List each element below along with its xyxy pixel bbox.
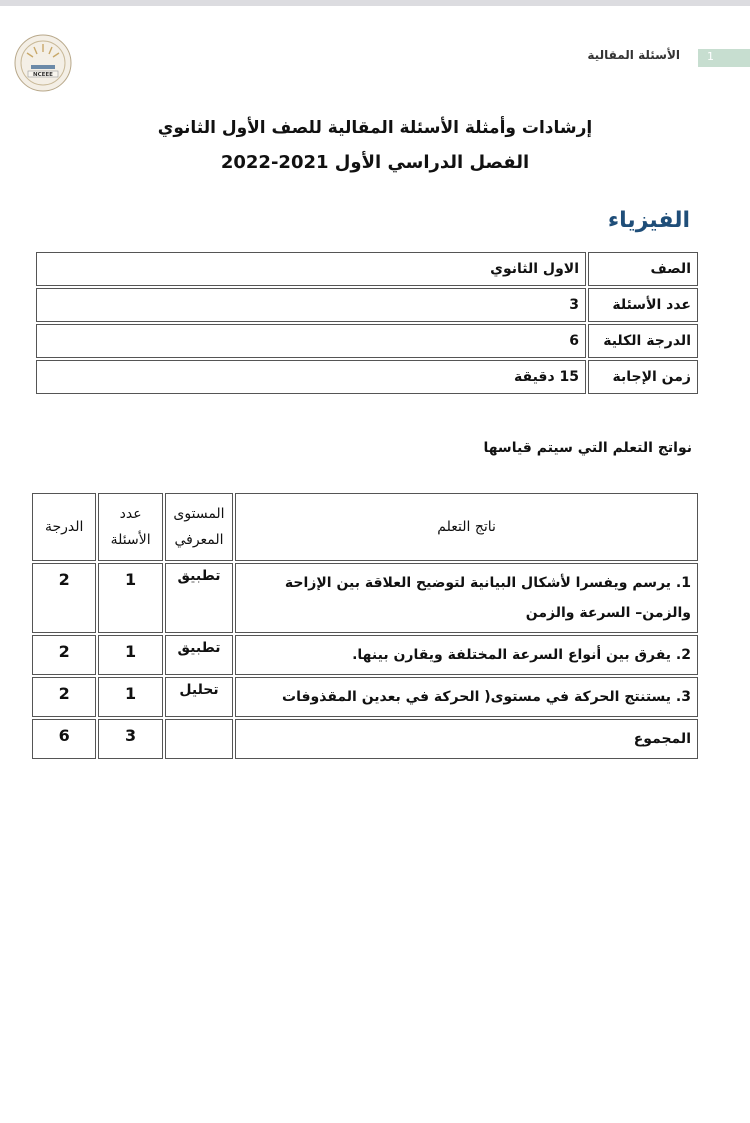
info-label: الصف — [588, 252, 698, 286]
col-header-level: المستوى المعرفي — [165, 493, 233, 561]
info-row — [36, 288, 698, 322]
document-title: إرشادات وأمثلة الأسئلة المقالية للصف الأول الثانوي — [157, 118, 593, 138]
outcome-cell: 2. يفرق بين أنواع السرعة المختلفة ويقارن بينها. — [235, 635, 698, 675]
svg-text:NCEEE: NCEEE — [33, 72, 53, 78]
count-cell: 1 — [98, 563, 162, 633]
page-top-edge — [0, 0, 750, 6]
page-number: 1 — [707, 50, 714, 63]
table-row — [32, 563, 698, 633]
info-row — [36, 360, 698, 394]
outcome-cell: 1. يرسم ويفسرا لأشكال البيانية لتوضيح العلاقة بين الإزاحة والزمن– السرعة والزمن — [235, 563, 698, 633]
level-cell: تحليل — [165, 677, 233, 717]
outcomes-heading: نواتج التعلم التي سيتم قياسها — [483, 440, 692, 456]
grade-cell: 2 — [32, 635, 96, 675]
page-number-bar — [698, 49, 750, 67]
total-level-empty — [165, 719, 233, 759]
info-label: الدرجة الكلية — [588, 324, 698, 358]
table-row — [32, 677, 698, 717]
table-row — [32, 635, 698, 675]
subject-heading: الفيزياء — [607, 208, 690, 233]
col-header-outcome: ناتج التعلم — [235, 493, 698, 561]
table-header-row — [32, 493, 698, 561]
total-row — [32, 719, 698, 759]
col-header-count: عدد الأسئلة — [98, 493, 162, 561]
outcome-cell: 3. يستنتج الحركة في مستوى( الحركة في بعدين المقذوفات — [235, 677, 698, 717]
info-row — [36, 252, 698, 286]
info-value: الاول الثانوي — [36, 252, 586, 286]
grade-cell: 2 — [32, 563, 96, 633]
info-value: 15 دقيقة — [36, 360, 586, 394]
grade-cell: 2 — [32, 677, 96, 717]
header-label: الأسئلة المقالية — [587, 48, 680, 62]
count-cell: 1 — [98, 635, 162, 675]
count-cell: 1 — [98, 677, 162, 717]
level-cell: تطبيق — [165, 635, 233, 675]
total-grade: 6 — [32, 719, 96, 759]
total-count: 3 — [98, 719, 162, 759]
total-label: المجموع — [235, 719, 698, 759]
info-row — [36, 324, 698, 358]
document-subtitle: الفصل الدراسي الأول 2021-2022 — [220, 152, 530, 173]
learning-outcomes-table — [30, 491, 700, 761]
nceee-logo — [14, 34, 72, 92]
level-cell: تطبيق — [165, 563, 233, 633]
info-label: زمن الإجابة — [588, 360, 698, 394]
info-value: 6 — [36, 324, 586, 358]
exam-info-table — [34, 250, 700, 396]
col-header-grade: الدرجة — [32, 493, 96, 561]
info-label: عدد الأسئلة — [588, 288, 698, 322]
info-value: 3 — [36, 288, 586, 322]
